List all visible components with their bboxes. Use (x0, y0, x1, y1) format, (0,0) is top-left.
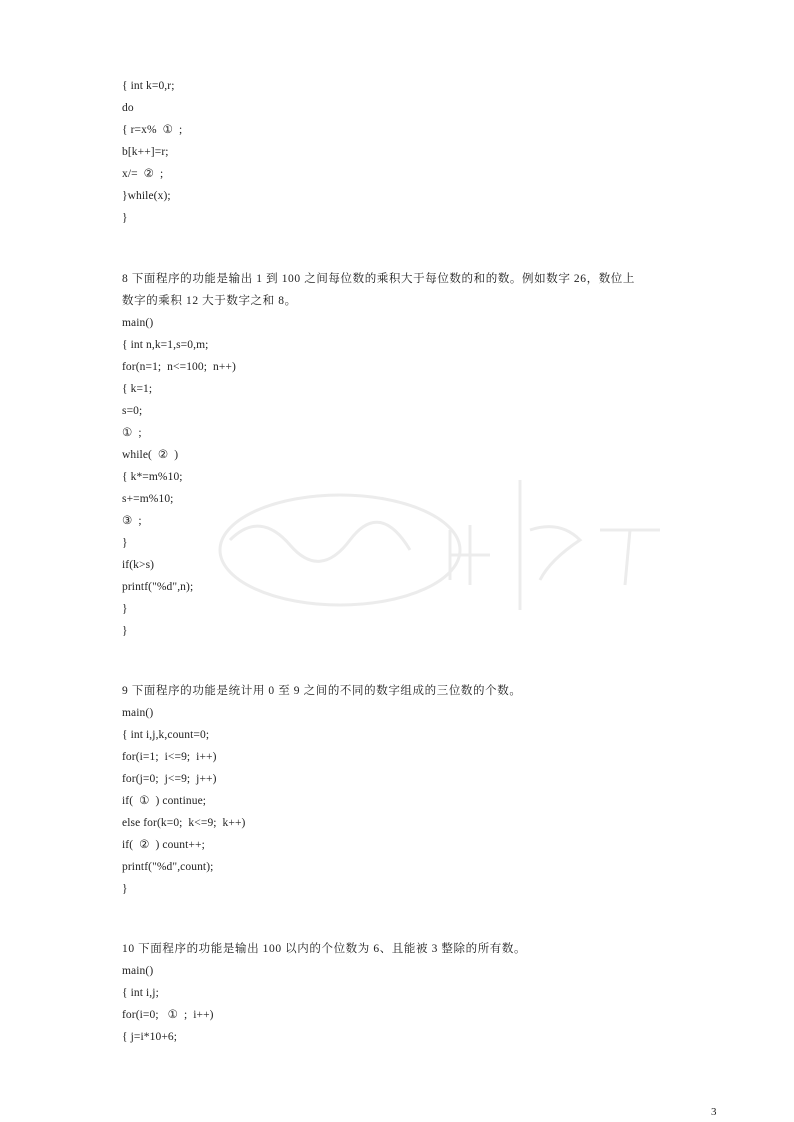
code-line: ③ ; (122, 515, 142, 527)
code-line: { k=1; (122, 383, 153, 395)
code-line: if( ② ) count++; (122, 839, 205, 851)
page-number: 3 (711, 1106, 717, 1118)
code-line: b[k++]=r; (122, 146, 169, 158)
code-line: }while(x); (122, 190, 171, 202)
code-line: main() (122, 317, 154, 329)
code-line: } (122, 625, 128, 637)
code-line: { k*=m%10; (122, 471, 183, 483)
code-line: } (122, 537, 128, 549)
code-line: while( ② ) (122, 449, 179, 461)
code-line: for(i=0; ① ; i++) (122, 1009, 214, 1021)
code-line: do (122, 102, 134, 114)
code-line: { j=i*10+6; (122, 1031, 178, 1043)
code-line: { int i,j; (122, 987, 159, 999)
question-text: 数字的乘积 12 大于数字之和 8。 (122, 295, 297, 307)
code-line: if( ① ) continue; (122, 795, 207, 807)
code-line: } (122, 883, 128, 895)
code-line: for(j=0; j<=9; j++) (122, 773, 217, 785)
code-line: for(n=1; n<=100; n++) (122, 361, 236, 373)
code-line: { int n,k=1,s=0,m; (122, 339, 209, 351)
code-line: { int i,j,k,count=0; (122, 729, 210, 741)
code-line: ① ; (122, 427, 142, 439)
code-line: { r=x% ① ; (122, 124, 183, 136)
code-line: } (122, 603, 128, 615)
question-text: 10 下面程序的功能是输出 100 以内的个位数为 6、且能被 3 整除的所有数。 (122, 943, 527, 955)
question-text: 8 下面程序的功能是输出 1 到 100 之间每位数的乘积大于每位数的和的数。例如数字 26，数位上 (122, 273, 635, 285)
watermark-logo (200, 470, 680, 620)
code-line: s=0; (122, 405, 143, 417)
code-line: { int k=0,r; (122, 80, 175, 92)
code-line: main() (122, 965, 154, 977)
question-text: 9 下面程序的功能是统计用 0 至 9 之间的不同的数字组成的三位数的个数。 (122, 685, 522, 697)
code-line: } (122, 212, 128, 224)
code-line: printf("%d",count); (122, 861, 214, 873)
code-line: for(i=1; i<=9; i++) (122, 751, 217, 763)
code-line: if(k>s) (122, 559, 155, 571)
code-line: main() (122, 707, 154, 719)
code-line: printf("%d",n); (122, 581, 194, 593)
code-line: else for(k=0; k<=9; k++) (122, 817, 246, 829)
code-line: s+=m%10; (122, 493, 174, 505)
code-line: x/= ② ; (122, 168, 164, 180)
